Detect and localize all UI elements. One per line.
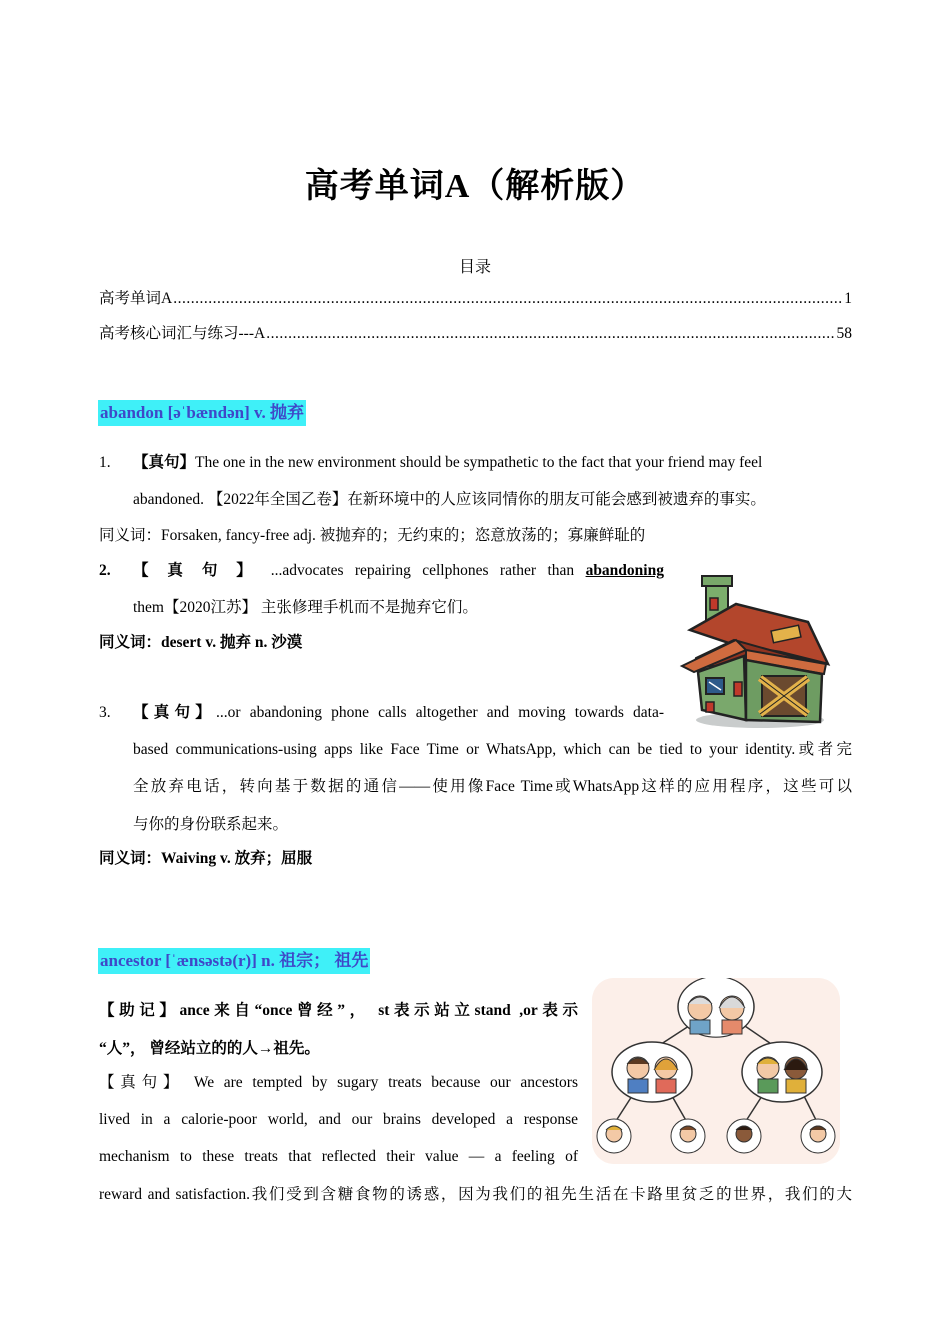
- synonym-line: 同义词：Waiving v. 放弃；屈服: [99, 850, 313, 867]
- toc-entry-page[interactable]: 58: [836, 325, 852, 342]
- item-number: 3.: [99, 704, 111, 721]
- headword-abandon: abandon [əˈbændən] v. 抛弃: [98, 400, 306, 426]
- example-sentence: [133, 452, 762, 474]
- example-tag: 【 真 句 】: [133, 562, 260, 579]
- mnemonic-text: ance来自“once曾经”， st表示站立stand ,or表示: [179, 1002, 578, 1019]
- example-sentence: 【真句】...or abandoning phone calls altogether and moving towards data-: [133, 704, 664, 721]
- keyword-underlined: abandoning: [585, 562, 664, 579]
- toc-entry[interactable]: [99, 286, 852, 308]
- example-translation: them【2020江苏】 主张修理手机而不是抛弃它们。: [133, 599, 478, 616]
- toc-entry-label[interactable]: 高考单词A: [99, 290, 173, 307]
- example-tag: 【真句】: [133, 454, 196, 471]
- mnemonic-line-continued: “人”， 曾经站立的的人→祖先。: [99, 1040, 320, 1057]
- item-number: 1.: [99, 454, 111, 471]
- example-text: The one in the new environment should be sympathetic to the fact that your friend may feel: [195, 454, 763, 471]
- toc-entry-page[interactable]: 1: [844, 290, 852, 307]
- page-title: 高考单词A（解析版）: [304, 168, 646, 205]
- item-number: 2.: [99, 562, 111, 579]
- example-sentence: [99, 1072, 578, 1094]
- example-tag: 【真句】: [133, 704, 217, 721]
- toc-leader: [173, 290, 843, 308]
- toc-entry[interactable]: [99, 321, 852, 343]
- example-text: We are tempted by sugary treats because our ancestors: [193, 1074, 579, 1091]
- toc-leader: [266, 325, 835, 343]
- example-text: ...advocates repairing cellphones rather than: [270, 562, 575, 579]
- mnemonic-line: [99, 1000, 578, 1022]
- toc-heading: 目录: [458, 259, 491, 276]
- example-translation: reward and satisfaction.我们受到含糖食物的诱惑，因为我们的祖先生活在卡路里贫乏的世界，我们的大: [99, 1186, 852, 1203]
- abandoned-house-illustration: [676, 574, 834, 730]
- example-translation: abandoned. 【2022年全国乙卷】在新环境中的人应该同情你的朋友可能会感到被遗弃的事实。: [133, 491, 766, 508]
- example-sentence-continued: lived in a calorie-poor world, and our brains developed a response: [99, 1111, 578, 1128]
- example-sentence-continued: based communications-using apps like Face Time or WhatsApp, which can be tied to your identity.或者完: [133, 741, 852, 758]
- example-translation: 全放弃电话，转向基于数据的通信——使用像Face Time或WhatsApp这样的应用程序，这些可以: [133, 778, 852, 795]
- example-translation-continued: 与你的身份联系起来。: [133, 816, 289, 833]
- toc-entry-label[interactable]: 高考核心词汇与练习---A: [99, 325, 266, 342]
- mnemonic-tag: 【助记】: [99, 1002, 180, 1019]
- family-tree-illustration: [592, 978, 840, 1164]
- example-sentence-continued: mechanism to these treats that reflected their value — a feeling of: [99, 1148, 578, 1165]
- synonym-line: 同义词：Forsaken, fancy-free adj. 被抛弃的；无约束的；恣意放荡的；寡廉鲜耻的: [99, 527, 646, 544]
- headword-ancestor: ancestor [ˈænsəstə(r)] n. 祖宗； 祖先: [98, 948, 370, 974]
- example-tag: 【真句】: [99, 1074, 185, 1091]
- synonym-line: 同义词：desert v. 抛弃 n. 沙漠: [99, 634, 303, 651]
- example-text: ..or abandoning phone calls altogether and moving towards data-: [219, 704, 664, 721]
- example-sentence: [133, 560, 664, 582]
